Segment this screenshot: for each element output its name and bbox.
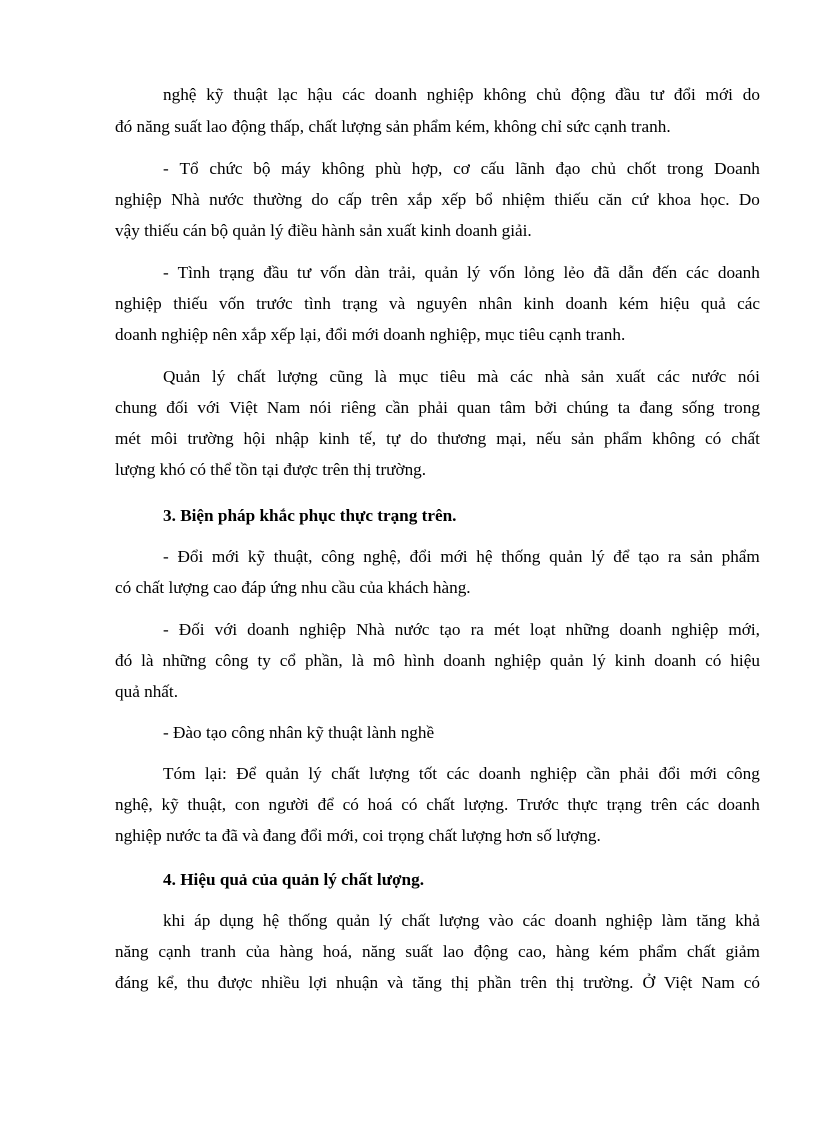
word: nghiệp xyxy=(605,911,653,930)
word: lượng xyxy=(369,764,410,783)
word: cứ xyxy=(631,190,649,209)
word: trong xyxy=(667,159,704,178)
word: lý xyxy=(591,547,605,566)
word: sản xyxy=(571,429,594,448)
word: người xyxy=(268,795,309,814)
word: những xyxy=(565,620,610,639)
word: tế, xyxy=(359,429,377,448)
paragraph-line xyxy=(163,762,760,786)
word: phần xyxy=(477,973,512,992)
word: lỏng xyxy=(523,263,555,282)
word: do xyxy=(410,429,428,448)
word: sống xyxy=(681,398,715,417)
word: kinh xyxy=(318,429,350,448)
word: để xyxy=(317,795,334,814)
paragraph-line xyxy=(115,292,760,316)
word: hàng xyxy=(556,942,590,961)
word: vào xyxy=(488,911,514,930)
word: - xyxy=(163,159,169,178)
word: năng xyxy=(361,942,396,961)
word: các xyxy=(522,911,546,930)
word: nhà xyxy=(544,367,570,386)
word: dẫn xyxy=(618,263,644,282)
word: quản xyxy=(424,263,459,282)
word: tranh xyxy=(200,942,236,961)
word: Tóm xyxy=(163,764,196,783)
paragraph-line xyxy=(115,396,760,420)
word: chốt xyxy=(626,159,657,178)
word: các xyxy=(686,263,709,282)
word: chất xyxy=(331,764,360,783)
word: Do xyxy=(738,190,760,209)
word: trạng xyxy=(342,294,378,313)
paragraph-line: doanh nghiệp nên xắp xếp lại, đổi mới doanh nghiệp, mục tiêu cạnh tranh. xyxy=(115,325,626,344)
word: phẩm xyxy=(638,942,678,961)
word: vốn xyxy=(218,294,245,313)
word: nhuận xyxy=(336,973,379,992)
word: hội xyxy=(243,429,266,448)
word: thống xyxy=(501,547,541,566)
word: đầu xyxy=(615,85,640,104)
word: kém xyxy=(618,294,649,313)
word: hình xyxy=(403,651,435,670)
word: nói xyxy=(737,367,760,386)
word: doanh xyxy=(247,620,290,639)
paragraph-line: vậy thiếu cán bộ quản lý điều hành sản xuất kinh doanh giải. xyxy=(115,221,532,240)
word: phẩm xyxy=(603,429,643,448)
word: thường xyxy=(253,190,303,209)
word: trạng xyxy=(219,263,255,282)
word: với xyxy=(197,398,220,417)
word: thực xyxy=(567,795,598,814)
word: đạo xyxy=(555,159,581,178)
word: được xyxy=(217,973,253,992)
word: không xyxy=(483,85,527,104)
word: kém xyxy=(599,942,629,961)
paragraph-line: lượng khó có thể tồn tại được trên thị trường. xyxy=(115,460,427,479)
word: quản xyxy=(265,764,300,783)
word: Tình xyxy=(177,263,211,282)
word: kể, xyxy=(157,973,178,992)
word: động xyxy=(570,85,606,104)
word: doanh xyxy=(717,263,760,282)
word: Để xyxy=(236,764,257,783)
word: ra xyxy=(470,620,484,639)
word: cần xyxy=(385,398,410,417)
word: Nhà xyxy=(171,190,200,209)
word: công xyxy=(321,547,355,566)
word: Đổi xyxy=(177,547,204,566)
word: nguyên xyxy=(416,294,468,313)
word: trường xyxy=(187,429,234,448)
word: nghệ xyxy=(163,85,197,104)
word: lý xyxy=(211,367,226,386)
word: khoa xyxy=(657,190,692,209)
section-heading: 4. Hiệu quả của quản lý chất lượng. xyxy=(163,870,424,889)
word: Tổ xyxy=(179,159,199,178)
word: mới xyxy=(211,547,240,566)
word: sản xyxy=(581,367,605,386)
word: không xyxy=(652,429,696,448)
word: những xyxy=(162,651,207,670)
word: chất xyxy=(236,367,266,386)
word: công xyxy=(726,764,760,783)
word: thống xyxy=(288,911,328,930)
word: doanh xyxy=(565,294,608,313)
word: phần, xyxy=(304,651,343,670)
word: thuật, xyxy=(187,795,227,814)
paragraph-line xyxy=(115,649,760,673)
word: lý xyxy=(466,263,481,282)
word: Nam xyxy=(266,398,301,417)
word: nghiệp xyxy=(426,85,474,104)
word: Việt xyxy=(229,398,258,417)
word: nước xyxy=(394,620,430,639)
word: các xyxy=(446,764,470,783)
word: doanh xyxy=(554,911,597,930)
word: là xyxy=(374,367,387,386)
word: nhiều xyxy=(261,973,300,992)
word: đến xyxy=(652,263,678,282)
word: nhân xyxy=(478,294,513,313)
word: lao xyxy=(442,942,464,961)
word: là xyxy=(141,651,154,670)
word: dàn xyxy=(354,263,380,282)
word: phù xyxy=(375,159,402,178)
word: cũng xyxy=(329,367,363,386)
word: có xyxy=(743,973,760,992)
word: chung xyxy=(115,398,158,417)
word: chúng xyxy=(566,398,609,417)
word: môi xyxy=(150,429,178,448)
paragraph-line xyxy=(163,261,760,285)
word: có xyxy=(401,795,418,814)
word: Ở xyxy=(642,973,655,992)
word: do xyxy=(311,190,329,209)
word: trước xyxy=(256,294,293,313)
word: trên xyxy=(371,190,398,209)
word: doanh xyxy=(374,85,417,104)
word: khả xyxy=(735,911,760,930)
paragraph-line xyxy=(115,427,760,451)
word: tạo xyxy=(638,547,660,566)
word: hậu xyxy=(307,85,333,104)
word: quản xyxy=(336,911,370,930)
word: đáng xyxy=(115,973,149,992)
word: nếu xyxy=(536,429,562,448)
word: và xyxy=(389,294,406,313)
word: trạng xyxy=(606,795,642,814)
word: các xyxy=(657,367,680,386)
word: chất xyxy=(731,429,760,448)
word: nói xyxy=(309,398,332,417)
word: quả xyxy=(700,294,726,313)
word: hoá xyxy=(367,795,393,814)
word: tự xyxy=(386,429,401,448)
word: máy xyxy=(281,159,311,178)
word: để xyxy=(613,547,630,566)
word: doanh xyxy=(443,651,486,670)
word: các xyxy=(510,367,533,386)
word: chủ xyxy=(591,159,616,178)
word: mà xyxy=(477,367,499,386)
word: đổi xyxy=(673,85,696,104)
word: suất xyxy=(405,942,433,961)
word: lý xyxy=(378,911,393,930)
word: thị xyxy=(555,973,575,992)
word: kỹ xyxy=(161,795,179,814)
word: chất xyxy=(686,942,716,961)
word: do xyxy=(742,85,760,104)
word: công xyxy=(215,651,249,670)
word: đã xyxy=(593,263,610,282)
word: phải xyxy=(619,764,650,783)
word: làm xyxy=(661,911,688,930)
word: đang xyxy=(639,398,673,417)
word: tình xyxy=(304,294,331,313)
word: nghệ, xyxy=(363,547,401,566)
word: năng xyxy=(115,942,149,961)
paragraph-line: - Đào tạo công nhân kỹ thuật lành nghề xyxy=(163,723,435,742)
word: hợp, xyxy=(411,159,443,178)
word: thiếu xyxy=(554,190,589,209)
word: áp xyxy=(194,911,211,930)
word: học. xyxy=(700,190,730,209)
word: trường. xyxy=(583,973,634,992)
word: riêng xyxy=(340,398,377,417)
word: nghiệp xyxy=(530,764,577,783)
word: hàng xyxy=(279,942,314,961)
word: các xyxy=(737,294,760,313)
word: kinh xyxy=(523,294,555,313)
word: doanh xyxy=(478,764,521,783)
word: sản xyxy=(689,547,713,566)
word: lãnh xyxy=(515,159,545,178)
word: thiếu xyxy=(173,294,208,313)
word: bộ xyxy=(253,159,271,178)
paragraph-line xyxy=(163,83,760,107)
word: phẩm xyxy=(721,547,760,566)
word: lạc xyxy=(277,85,298,104)
word: các xyxy=(342,85,366,104)
word: mới xyxy=(440,547,468,566)
word: tiêu xyxy=(439,367,466,386)
word: Trước xyxy=(517,795,559,814)
word: doanh xyxy=(717,795,760,814)
word: ta xyxy=(617,398,631,417)
paragraph-line xyxy=(115,793,760,817)
word: đầu xyxy=(263,263,289,282)
word: có xyxy=(705,429,722,448)
word: nước xyxy=(691,367,727,386)
word: mục xyxy=(398,367,429,386)
word: Quản xyxy=(163,367,201,386)
word: tư xyxy=(297,263,312,282)
word: thương xyxy=(437,429,487,448)
word: giảm xyxy=(725,942,760,961)
word: cổ xyxy=(279,651,297,670)
word: không xyxy=(321,159,365,178)
word: lý xyxy=(592,651,606,670)
word: mét xyxy=(493,620,520,639)
word: nghệ, xyxy=(115,795,153,814)
word: cạnh xyxy=(158,942,191,961)
word: nghiệp xyxy=(115,294,162,313)
word: cấu xyxy=(480,159,505,178)
word: lượng. xyxy=(463,795,509,814)
word: cần xyxy=(586,764,611,783)
word: ty xyxy=(257,651,271,670)
word: nhiệm xyxy=(502,190,546,209)
word: thị xyxy=(450,973,469,992)
paragraph-line xyxy=(115,971,760,995)
word: dụng xyxy=(219,911,254,930)
word: xếp xyxy=(441,190,467,209)
word: với xyxy=(214,620,238,639)
word: con xyxy=(234,795,260,814)
word: cấp xyxy=(337,190,362,209)
word: hiệu xyxy=(659,294,690,313)
word: bởi xyxy=(534,398,558,417)
section-heading: 3. Biện pháp khắc phục thực trạng trên. xyxy=(163,506,457,525)
word: nhập xyxy=(275,429,309,448)
paragraph-line xyxy=(163,545,760,569)
word: mại, xyxy=(496,429,527,448)
word: quan xyxy=(457,398,491,417)
word: có xyxy=(705,651,722,670)
paragraph-line xyxy=(163,618,760,642)
word: thuật, xyxy=(273,547,313,566)
word: căn xyxy=(598,190,622,209)
word: động xyxy=(473,942,509,961)
word: tăng xyxy=(412,973,442,992)
word: trên xyxy=(650,795,678,814)
word: cao, xyxy=(518,942,547,961)
word: đổi xyxy=(658,764,681,783)
word: Đối xyxy=(178,620,205,639)
word: Doanh xyxy=(714,159,760,178)
word: khi xyxy=(163,911,185,930)
paragraph-line: quả nhất. xyxy=(115,682,179,701)
word: doanh xyxy=(619,620,662,639)
word: thuật xyxy=(233,85,268,104)
word: nghiệp xyxy=(671,620,719,639)
word: đó xyxy=(115,651,133,670)
word: lượng xyxy=(439,911,480,930)
word: tăng xyxy=(696,911,726,930)
word: vốn xyxy=(320,263,346,282)
word: - xyxy=(163,547,169,566)
word: đối xyxy=(166,398,189,417)
word: các xyxy=(686,795,710,814)
word: kinh xyxy=(614,651,646,670)
word: kỹ xyxy=(206,85,224,104)
paragraph-line xyxy=(115,940,760,964)
word: chủ xyxy=(536,85,562,104)
word: loạt xyxy=(529,620,556,639)
word: trải, xyxy=(388,263,416,282)
word: phải xyxy=(418,398,448,417)
word: hệ xyxy=(262,911,280,930)
word: cơ xyxy=(453,159,470,178)
word: có xyxy=(342,795,359,814)
word: hoá, xyxy=(322,942,353,961)
paragraph-line xyxy=(163,157,760,181)
word: lại: xyxy=(204,764,227,783)
word: hệ xyxy=(476,547,493,566)
word: quản xyxy=(549,547,583,566)
word: ra xyxy=(667,547,682,566)
word: mới xyxy=(689,764,718,783)
word: chất xyxy=(401,911,431,930)
word: xuất xyxy=(615,367,646,386)
word: trên xyxy=(520,973,548,992)
word: là xyxy=(351,651,365,670)
word: tốt xyxy=(418,764,438,783)
word: nghiệp xyxy=(494,651,542,670)
word: - xyxy=(163,263,169,282)
word: quản xyxy=(550,651,584,670)
word: đổi xyxy=(409,547,432,566)
paragraph-line: có chất lượng cao đáp ứng nhu cầu của khách hàng. xyxy=(115,578,471,597)
word: lượng xyxy=(277,367,318,386)
word: Việt xyxy=(663,973,693,992)
word: tạo xyxy=(439,620,461,639)
word: lợi xyxy=(308,973,328,992)
word: trong xyxy=(723,398,760,417)
word: hiệu xyxy=(730,651,760,670)
word: tâm xyxy=(499,398,526,417)
word: chất xyxy=(426,795,455,814)
word: tư xyxy=(649,85,664,104)
word: mét xyxy=(115,429,141,448)
word: mới xyxy=(705,85,733,104)
word: nghiệp xyxy=(299,620,347,639)
word: bổ xyxy=(475,190,493,209)
word: mới, xyxy=(728,620,760,639)
word: xắp xyxy=(407,190,433,209)
word: và xyxy=(387,973,404,992)
word: - xyxy=(163,620,169,639)
word: nước xyxy=(209,190,244,209)
word: mô xyxy=(372,651,395,670)
word: chức xyxy=(209,159,243,178)
word: doanh xyxy=(654,651,697,670)
word: lẻo xyxy=(563,263,585,282)
word: Nam xyxy=(701,973,735,992)
paragraph-line xyxy=(163,909,760,933)
paragraph-line: nghiệp nước ta đã và đang đổi mới, coi trọng chất lượng hơn số lượng. xyxy=(115,826,601,845)
word: nghiệp xyxy=(115,190,162,209)
paragraph-line: đó năng suất lao động thấp, chất lượng sản phẩm kém, không chỉ sức cạnh tranh. xyxy=(115,117,671,136)
word: Nhà xyxy=(356,620,385,639)
word: thu xyxy=(186,973,209,992)
word: kỹ xyxy=(247,547,266,566)
word: lý xyxy=(308,764,322,783)
paragraph-line xyxy=(163,365,760,389)
paragraph-line xyxy=(115,188,760,212)
word: của xyxy=(245,942,270,961)
word: vốn xyxy=(489,263,516,282)
